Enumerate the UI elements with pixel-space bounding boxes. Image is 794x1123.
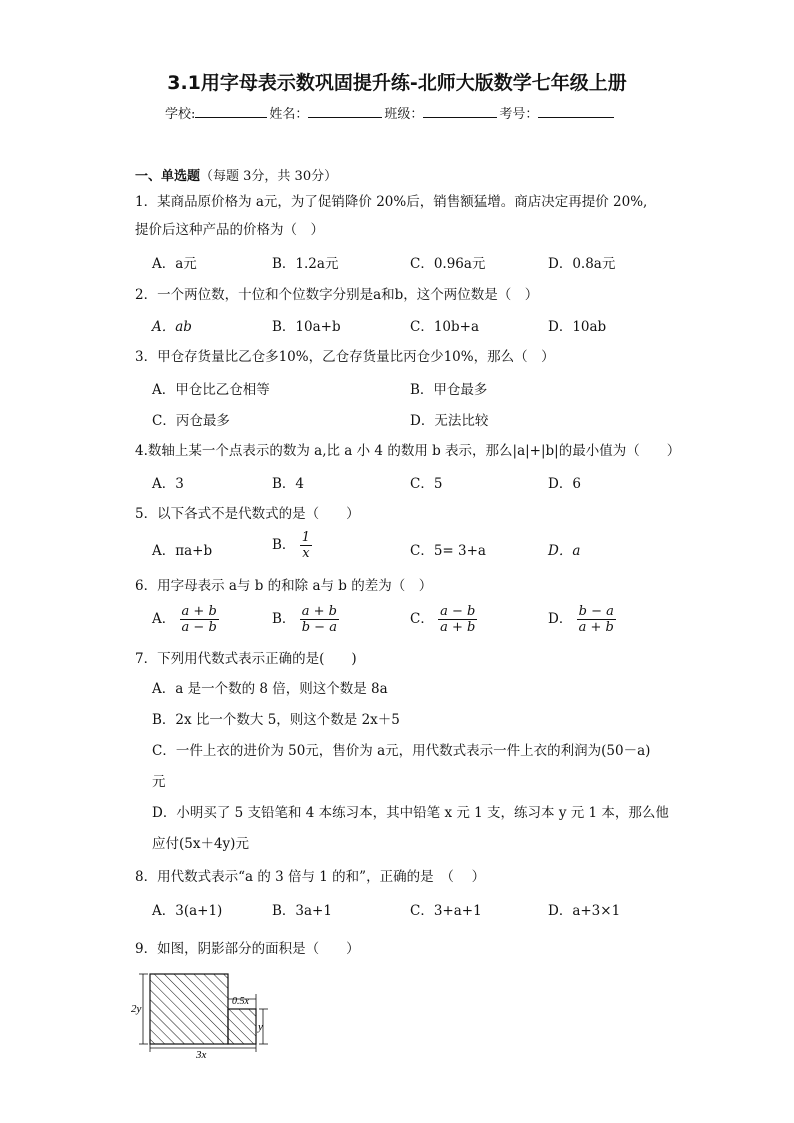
- name-label: 姓名：: [269, 107, 309, 122]
- school-label: 学校:: [165, 107, 196, 122]
- option-b-fraction: [300, 604, 339, 635]
- question-2: [135, 281, 675, 309]
- option-a[interactable]: A．3: [152, 476, 184, 492]
- question-4-text: 4.数轴上某一个点表示的数为 a,比 a 小 4 的数用 b 表示，那么|a|+|b|的最小值为（ ）: [135, 443, 681, 459]
- option-c[interactable]: C．3+a+1: [410, 903, 482, 919]
- shaded-area-figure: [128, 968, 278, 1060]
- option-d-line1[interactable]: D．小明买了 5 支铅笔和 4 本练习本，其中铅笔 x 元 1 支，练习本 y 元 1 本，那么他: [152, 805, 669, 821]
- option-c-prefix: C．: [410, 611, 434, 627]
- option-a[interactable]: [152, 604, 219, 635]
- fraction-numerator: a − b: [440, 604, 476, 619]
- fraction-numerator: a + b: [301, 604, 337, 619]
- question-7: [135, 645, 675, 673]
- option-a[interactable]: A．甲仓比乙仓相等: [152, 382, 270, 398]
- fraction-numerator: b − a: [578, 604, 614, 619]
- option-c[interactable]: C．5= 3+a: [410, 543, 486, 559]
- question-5-text: 5．以下各式不是代数式的是（ ）: [135, 506, 360, 522]
- question-6-options: [152, 604, 672, 642]
- fraction-denominator: x: [302, 546, 310, 561]
- option-c[interactable]: [410, 604, 477, 635]
- question-3-options-row2: [152, 409, 672, 435]
- section-heading: [135, 165, 337, 184]
- option-b[interactable]: B．10a+b: [272, 319, 341, 335]
- option-c[interactable]: C．5: [410, 476, 443, 492]
- question-6: [135, 572, 675, 600]
- question-5-options: [152, 530, 672, 566]
- option-a-prefix: A．: [152, 611, 176, 627]
- question-9-text: 9．如图，阴影部分的面积是（ ）: [135, 941, 360, 957]
- name-blank[interactable]: [308, 103, 382, 118]
- question-4: [135, 437, 695, 465]
- page-title: 3.1用字母表示数巩固提升练-北师大版数学七年级上册: [167, 72, 627, 94]
- large-shaded-rect: [150, 974, 228, 1044]
- class-blank[interactable]: [423, 103, 497, 118]
- option-b[interactable]: B．1.2a元: [272, 256, 339, 272]
- question-3-text: 3．甲仓存货量比乙仓多10%，乙仓存货量比丙仓少10%，那么（ ）: [135, 349, 555, 365]
- question-8-text: 8．用代数式表示“a 的 3 倍与 1 的和”，正确的是 （ ）: [135, 869, 486, 885]
- option-c-line1[interactable]: C．一件上衣的进价为 50元，售价为 a元，用代数式表示一件上衣的利润为(50－a): [152, 743, 651, 759]
- question-3: [135, 343, 675, 371]
- option-a-fraction: [180, 604, 219, 635]
- class-label: 班级：: [384, 107, 424, 122]
- fraction-denominator: b − a: [301, 620, 337, 635]
- number-label: 考号：: [499, 107, 539, 122]
- label-3x: 3x: [196, 1049, 207, 1060]
- option-d[interactable]: D．a+3×1: [548, 903, 621, 919]
- section-title: 一、单选题: [135, 169, 201, 184]
- option-c[interactable]: C．丙仓最多: [152, 413, 230, 429]
- option-d-prefix: D．: [548, 611, 573, 627]
- option-a[interactable]: A．ab: [152, 319, 192, 335]
- fraction-denominator: a − b: [181, 620, 217, 635]
- option-b[interactable]: [272, 530, 312, 561]
- option-b-prefix: B．: [272, 611, 296, 627]
- section-note: （每题 3分，共 30分）: [200, 169, 338, 184]
- option-b[interactable]: B．4: [272, 476, 305, 492]
- question-7-text: 7．下列用代数式表示正确的是( ): [135, 651, 357, 667]
- option-a[interactable]: A．a元: [152, 256, 197, 272]
- question-2-options: [152, 315, 672, 341]
- option-d[interactable]: D．10ab: [548, 319, 607, 335]
- option-c-fraction: [438, 604, 477, 635]
- student-info-row: [165, 103, 616, 122]
- fraction-denominator: a + b: [578, 620, 614, 635]
- fraction-numerator: 1: [301, 530, 310, 545]
- question-9: [135, 935, 675, 963]
- option-d[interactable]: [548, 604, 616, 635]
- option-b[interactable]: [272, 604, 339, 635]
- number-blank[interactable]: [538, 103, 614, 118]
- option-b-prefix: B．: [272, 537, 296, 553]
- option-a[interactable]: A．πa+b: [152, 543, 213, 559]
- school-blank[interactable]: [195, 103, 267, 118]
- small-shaded-rect: [228, 1009, 256, 1044]
- question-1: [135, 188, 675, 244]
- question-6-text: 6．用字母表示 a与 b 的和除 a与 b 的差为（ ）: [135, 578, 433, 594]
- option-b[interactable]: B．甲仓最多: [410, 382, 488, 398]
- option-d[interactable]: D．无法比较: [410, 413, 489, 429]
- fraction-denominator: a + b: [440, 620, 476, 635]
- option-d[interactable]: D．0.8a元: [548, 256, 616, 272]
- label-05x: 0.5x: [232, 996, 249, 1007]
- option-b[interactable]: B．3a+1: [272, 903, 332, 919]
- option-d-line2[interactable]: 应付(5x＋4y)元: [152, 836, 249, 852]
- option-c[interactable]: C．10b+a: [410, 319, 480, 335]
- option-d[interactable]: D．a: [548, 543, 581, 559]
- question-5: [135, 500, 675, 528]
- option-d[interactable]: D．6: [548, 476, 581, 492]
- option-d-fraction: [577, 604, 616, 635]
- question-1-text-line1: 1．某商品原价格为 a元，为了促销降价 20%后，销售额猛增。商店决定再提价 20%,: [135, 194, 648, 210]
- option-c[interactable]: C．0.96a元: [410, 256, 486, 272]
- option-a[interactable]: A．a 是一个数的 8 倍，则这个数是 8a: [152, 681, 388, 697]
- label-2y: 2y: [131, 1003, 142, 1015]
- question-8-options: [152, 899, 672, 925]
- question-4-options: [152, 472, 672, 498]
- question-8: [135, 863, 675, 891]
- option-c-line2[interactable]: 元: [152, 774, 166, 790]
- option-b-fraction: [300, 530, 312, 561]
- option-b[interactable]: B．2x 比一个数大 5，则这个数是 2x＋5: [152, 712, 400, 728]
- label-y: y: [258, 1021, 263, 1033]
- question-1-options: [152, 252, 672, 278]
- option-a[interactable]: A．3(a+1): [152, 903, 223, 919]
- question-2-text: 2．一个两位数，十位和个位数字分别是a和b，这个两位数是（ ）: [135, 287, 539, 303]
- question-1-text-line2: 提价后这种产品的价格为（ ）: [135, 222, 324, 238]
- fraction-numerator: a + b: [181, 604, 217, 619]
- question-3-options-row1: [152, 378, 672, 404]
